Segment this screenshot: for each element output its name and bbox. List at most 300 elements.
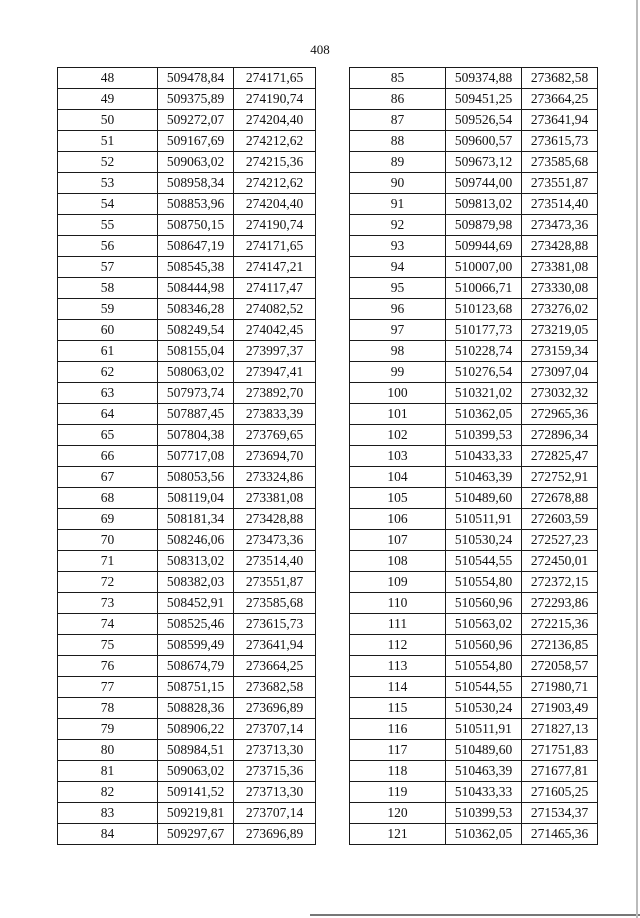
y-coordinate-cell: 273707,14 <box>234 803 316 824</box>
table-row <box>58 257 316 278</box>
y-coordinate-cell: 273694,70 <box>234 446 316 467</box>
y-coordinate-cell: 273324,86 <box>234 467 316 488</box>
y-coordinate-cell: 273551,87 <box>522 173 598 194</box>
table-row <box>58 110 316 131</box>
x-coordinate-cell: 508444,98 <box>158 278 234 299</box>
point-number-cell: 109 <box>350 572 446 593</box>
point-number-cell: 76 <box>58 656 158 677</box>
point-number-cell: 51 <box>58 131 158 152</box>
x-coordinate-cell: 508119,04 <box>158 488 234 509</box>
y-coordinate-cell: 272215,36 <box>522 614 598 635</box>
table-row <box>350 110 598 131</box>
table-row <box>350 152 598 173</box>
point-number-cell: 110 <box>350 593 446 614</box>
point-number-cell: 61 <box>58 341 158 362</box>
point-number-cell: 72 <box>58 572 158 593</box>
y-coordinate-cell: 271751,83 <box>522 740 598 761</box>
y-coordinate-cell: 273769,65 <box>234 425 316 446</box>
y-coordinate-cell: 273381,08 <box>234 488 316 509</box>
point-number-cell: 90 <box>350 173 446 194</box>
table-row <box>58 488 316 509</box>
x-coordinate-cell: 510399,53 <box>446 803 522 824</box>
point-number-cell: 115 <box>350 698 446 719</box>
point-number-cell: 108 <box>350 551 446 572</box>
table-row <box>350 572 598 593</box>
y-coordinate-cell: 271903,49 <box>522 698 598 719</box>
y-coordinate-cell: 273682,58 <box>234 677 316 698</box>
point-number-cell: 114 <box>350 677 446 698</box>
y-coordinate-cell: 273997,37 <box>234 341 316 362</box>
table-row <box>350 215 598 236</box>
y-coordinate-cell: 274204,40 <box>234 194 316 215</box>
table-row <box>58 341 316 362</box>
point-number-cell: 63 <box>58 383 158 404</box>
point-number-cell: 74 <box>58 614 158 635</box>
point-number-cell: 83 <box>58 803 158 824</box>
x-coordinate-cell: 509478,84 <box>158 68 234 89</box>
table-row <box>58 320 316 341</box>
table-row <box>58 740 316 761</box>
table-row <box>58 551 316 572</box>
point-number-cell: 121 <box>350 824 446 845</box>
point-number-cell: 56 <box>58 236 158 257</box>
point-number-cell: 91 <box>350 194 446 215</box>
table-row <box>350 635 598 656</box>
point-number-cell: 95 <box>350 278 446 299</box>
point-number-cell: 54 <box>58 194 158 215</box>
point-number-cell: 48 <box>58 68 158 89</box>
x-coordinate-cell: 509744,00 <box>446 173 522 194</box>
table-row <box>58 719 316 740</box>
x-coordinate-cell: 510560,96 <box>446 635 522 656</box>
table-row <box>58 509 316 530</box>
x-coordinate-cell: 508958,34 <box>158 173 234 194</box>
y-coordinate-cell: 272896,34 <box>522 425 598 446</box>
x-coordinate-cell: 510228,74 <box>446 341 522 362</box>
x-coordinate-cell: 509879,98 <box>446 215 522 236</box>
table-row <box>58 299 316 320</box>
x-coordinate-cell: 509219,81 <box>158 803 234 824</box>
y-coordinate-cell: 272965,36 <box>522 404 598 425</box>
x-coordinate-cell: 509451,25 <box>446 89 522 110</box>
table-row <box>350 677 598 698</box>
table-row <box>350 320 598 341</box>
y-coordinate-cell: 274212,62 <box>234 173 316 194</box>
table-row <box>58 278 316 299</box>
y-coordinate-cell: 274171,65 <box>234 68 316 89</box>
x-coordinate-cell: 510560,96 <box>446 593 522 614</box>
y-coordinate-cell: 274117,47 <box>234 278 316 299</box>
y-coordinate-cell: 273696,89 <box>234 824 316 845</box>
x-coordinate-cell: 510463,39 <box>446 467 522 488</box>
point-number-cell: 62 <box>58 362 158 383</box>
x-coordinate-cell: 509673,12 <box>446 152 522 173</box>
point-number-cell: 65 <box>58 425 158 446</box>
page-bottom-edge <box>310 914 640 916</box>
table-row <box>58 467 316 488</box>
y-coordinate-cell: 273428,88 <box>522 236 598 257</box>
point-number-cell: 82 <box>58 782 158 803</box>
x-coordinate-cell: 508313,02 <box>158 551 234 572</box>
y-coordinate-cell: 272752,91 <box>522 467 598 488</box>
point-number-cell: 93 <box>350 236 446 257</box>
x-coordinate-cell: 510123,68 <box>446 299 522 320</box>
point-number-cell: 52 <box>58 152 158 173</box>
y-coordinate-cell: 271465,36 <box>522 824 598 845</box>
point-number-cell: 57 <box>58 257 158 278</box>
point-number-cell: 97 <box>350 320 446 341</box>
point-number-cell: 77 <box>58 677 158 698</box>
table-row <box>350 593 598 614</box>
point-number-cell: 98 <box>350 341 446 362</box>
y-coordinate-cell: 273715,36 <box>234 761 316 782</box>
point-number-cell: 75 <box>58 635 158 656</box>
coordinates-table-left-body <box>58 68 316 845</box>
y-coordinate-cell: 273585,68 <box>234 593 316 614</box>
table-row <box>58 824 316 845</box>
x-coordinate-cell: 509813,02 <box>446 194 522 215</box>
y-coordinate-cell: 272136,85 <box>522 635 598 656</box>
y-coordinate-cell: 274171,65 <box>234 236 316 257</box>
table-row <box>58 614 316 635</box>
x-coordinate-cell: 510177,73 <box>446 320 522 341</box>
y-coordinate-cell: 273032,32 <box>522 383 598 404</box>
y-coordinate-cell: 273641,94 <box>522 110 598 131</box>
x-coordinate-cell: 510530,24 <box>446 698 522 719</box>
y-coordinate-cell: 273664,25 <box>522 89 598 110</box>
x-coordinate-cell: 508751,15 <box>158 677 234 698</box>
x-coordinate-cell: 508249,54 <box>158 320 234 341</box>
y-coordinate-cell: 273514,40 <box>522 194 598 215</box>
x-coordinate-cell: 510554,80 <box>446 656 522 677</box>
point-number-cell: 113 <box>350 656 446 677</box>
coordinates-table-right <box>349 67 598 845</box>
x-coordinate-cell: 509526,54 <box>446 110 522 131</box>
x-coordinate-cell: 507973,74 <box>158 383 234 404</box>
point-number-cell: 70 <box>58 530 158 551</box>
y-coordinate-cell: 271605,25 <box>522 782 598 803</box>
x-coordinate-cell: 510321,02 <box>446 383 522 404</box>
x-coordinate-cell: 508181,34 <box>158 509 234 530</box>
x-coordinate-cell: 510362,05 <box>446 824 522 845</box>
y-coordinate-cell: 272058,57 <box>522 656 598 677</box>
table-row <box>350 299 598 320</box>
x-coordinate-cell: 509063,02 <box>158 152 234 173</box>
table-row <box>350 740 598 761</box>
y-coordinate-cell: 274212,62 <box>234 131 316 152</box>
table-row <box>350 383 598 404</box>
x-coordinate-cell: 510276,54 <box>446 362 522 383</box>
table-row <box>350 719 598 740</box>
table-row <box>350 467 598 488</box>
x-coordinate-cell: 508525,46 <box>158 614 234 635</box>
x-coordinate-cell: 510489,60 <box>446 488 522 509</box>
table-row <box>58 215 316 236</box>
point-number-cell: 100 <box>350 383 446 404</box>
table-row <box>58 698 316 719</box>
table-row <box>350 803 598 824</box>
y-coordinate-cell: 273330,08 <box>522 278 598 299</box>
y-coordinate-cell: 274082,52 <box>234 299 316 320</box>
y-coordinate-cell: 272527,23 <box>522 530 598 551</box>
point-number-cell: 117 <box>350 740 446 761</box>
x-coordinate-cell: 510511,91 <box>446 509 522 530</box>
table-row <box>58 236 316 257</box>
y-coordinate-cell: 273381,08 <box>522 257 598 278</box>
table-row <box>350 425 598 446</box>
point-number-cell: 94 <box>350 257 446 278</box>
point-number-cell: 99 <box>350 362 446 383</box>
x-coordinate-cell: 508246,06 <box>158 530 234 551</box>
table-row <box>350 824 598 845</box>
table-row <box>58 530 316 551</box>
x-coordinate-cell: 508984,51 <box>158 740 234 761</box>
x-coordinate-cell: 507717,08 <box>158 446 234 467</box>
y-coordinate-cell: 273551,87 <box>234 572 316 593</box>
point-number-cell: 67 <box>58 467 158 488</box>
y-coordinate-cell: 272450,01 <box>522 551 598 572</box>
table-row <box>350 131 598 152</box>
table-row <box>350 656 598 677</box>
y-coordinate-cell: 272678,88 <box>522 488 598 509</box>
point-number-cell: 101 <box>350 404 446 425</box>
y-coordinate-cell: 273514,40 <box>234 551 316 572</box>
table-row <box>58 593 316 614</box>
table-row <box>350 446 598 467</box>
table-row <box>350 341 598 362</box>
table-row <box>350 551 598 572</box>
point-number-cell: 59 <box>58 299 158 320</box>
table-row <box>58 173 316 194</box>
x-coordinate-cell: 508155,04 <box>158 341 234 362</box>
table-row <box>58 152 316 173</box>
y-coordinate-cell: 274215,36 <box>234 152 316 173</box>
x-coordinate-cell: 510007,00 <box>446 257 522 278</box>
y-coordinate-cell: 273696,89 <box>234 698 316 719</box>
y-coordinate-cell: 271980,71 <box>522 677 598 698</box>
y-coordinate-cell: 274204,40 <box>234 110 316 131</box>
y-coordinate-cell: 271827,13 <box>522 719 598 740</box>
point-number-cell: 118 <box>350 761 446 782</box>
table-row <box>58 572 316 593</box>
y-coordinate-cell: 273276,02 <box>522 299 598 320</box>
point-number-cell: 66 <box>58 446 158 467</box>
y-coordinate-cell: 274042,45 <box>234 320 316 341</box>
y-coordinate-cell: 273713,30 <box>234 782 316 803</box>
y-coordinate-cell: 272603,59 <box>522 509 598 530</box>
table-row <box>58 68 316 89</box>
x-coordinate-cell: 510433,33 <box>446 446 522 467</box>
point-number-cell: 119 <box>350 782 446 803</box>
y-coordinate-cell: 273473,36 <box>522 215 598 236</box>
x-coordinate-cell: 508063,02 <box>158 362 234 383</box>
x-coordinate-cell: 508452,91 <box>158 593 234 614</box>
point-number-cell: 120 <box>350 803 446 824</box>
point-number-cell: 55 <box>58 215 158 236</box>
x-coordinate-cell: 509600,57 <box>446 131 522 152</box>
y-coordinate-cell: 273713,30 <box>234 740 316 761</box>
x-coordinate-cell: 509141,52 <box>158 782 234 803</box>
x-coordinate-cell: 508828,36 <box>158 698 234 719</box>
table-row <box>58 446 316 467</box>
point-number-cell: 104 <box>350 467 446 488</box>
x-coordinate-cell: 508647,19 <box>158 236 234 257</box>
y-coordinate-cell: 272825,47 <box>522 446 598 467</box>
x-coordinate-cell: 510362,05 <box>446 404 522 425</box>
x-coordinate-cell: 508599,49 <box>158 635 234 656</box>
x-coordinate-cell: 508382,03 <box>158 572 234 593</box>
x-coordinate-cell: 509297,67 <box>158 824 234 845</box>
table-row <box>350 761 598 782</box>
point-number-cell: 50 <box>58 110 158 131</box>
y-coordinate-cell: 273947,41 <box>234 362 316 383</box>
table-row <box>58 803 316 824</box>
x-coordinate-cell: 509944,69 <box>446 236 522 257</box>
table-row <box>58 131 316 152</box>
point-number-cell: 58 <box>58 278 158 299</box>
y-coordinate-cell: 273428,88 <box>234 509 316 530</box>
x-coordinate-cell: 509167,69 <box>158 131 234 152</box>
point-number-cell: 112 <box>350 635 446 656</box>
y-coordinate-cell: 273159,34 <box>522 341 598 362</box>
x-coordinate-cell: 510489,60 <box>446 740 522 761</box>
x-coordinate-cell: 508750,15 <box>158 215 234 236</box>
point-number-cell: 81 <box>58 761 158 782</box>
x-coordinate-cell: 510066,71 <box>446 278 522 299</box>
x-coordinate-cell: 508346,28 <box>158 299 234 320</box>
point-number-cell: 64 <box>58 404 158 425</box>
table-row <box>350 236 598 257</box>
table-row <box>58 635 316 656</box>
x-coordinate-cell: 510433,33 <box>446 782 522 803</box>
y-coordinate-cell: 274190,74 <box>234 89 316 110</box>
point-number-cell: 102 <box>350 425 446 446</box>
x-coordinate-cell: 510463,39 <box>446 761 522 782</box>
page-number: 408 <box>310 42 330 57</box>
point-number-cell: 103 <box>350 446 446 467</box>
x-coordinate-cell: 508053,56 <box>158 467 234 488</box>
table-row <box>350 488 598 509</box>
table-row <box>350 68 598 89</box>
table-row <box>58 362 316 383</box>
table-row <box>58 782 316 803</box>
y-coordinate-cell: 273707,14 <box>234 719 316 740</box>
table-row <box>58 404 316 425</box>
point-number-cell: 92 <box>350 215 446 236</box>
point-number-cell: 68 <box>58 488 158 509</box>
x-coordinate-cell: 508545,38 <box>158 257 234 278</box>
table-row <box>350 509 598 530</box>
x-coordinate-cell: 510554,80 <box>446 572 522 593</box>
y-coordinate-cell: 274147,21 <box>234 257 316 278</box>
y-coordinate-cell: 273615,73 <box>234 614 316 635</box>
point-number-cell: 87 <box>350 110 446 131</box>
point-number-cell: 53 <box>58 173 158 194</box>
x-coordinate-cell: 509374,88 <box>446 68 522 89</box>
table-row <box>350 530 598 551</box>
table-row <box>58 425 316 446</box>
x-coordinate-cell: 510544,55 <box>446 551 522 572</box>
y-coordinate-cell: 272372,15 <box>522 572 598 593</box>
x-coordinate-cell: 507804,38 <box>158 425 234 446</box>
table-row <box>350 278 598 299</box>
point-number-cell: 106 <box>350 509 446 530</box>
x-coordinate-cell: 510544,55 <box>446 677 522 698</box>
point-number-cell: 96 <box>350 299 446 320</box>
table-row <box>350 698 598 719</box>
table-row <box>350 257 598 278</box>
x-coordinate-cell: 509272,07 <box>158 110 234 131</box>
table-row <box>350 173 598 194</box>
point-number-cell: 85 <box>350 68 446 89</box>
point-number-cell: 89 <box>350 152 446 173</box>
page-right-edge <box>636 0 638 918</box>
y-coordinate-cell: 271534,37 <box>522 803 598 824</box>
table-row <box>58 194 316 215</box>
y-coordinate-cell: 273664,25 <box>234 656 316 677</box>
point-number-cell: 79 <box>58 719 158 740</box>
point-number-cell: 71 <box>58 551 158 572</box>
y-coordinate-cell: 273219,05 <box>522 320 598 341</box>
table-row <box>350 782 598 803</box>
point-number-cell: 111 <box>350 614 446 635</box>
y-coordinate-cell: 273641,94 <box>234 635 316 656</box>
x-coordinate-cell: 510399,53 <box>446 425 522 446</box>
table-row <box>58 383 316 404</box>
x-coordinate-cell: 510530,24 <box>446 530 522 551</box>
table-row <box>58 89 316 110</box>
y-coordinate-cell: 273682,58 <box>522 68 598 89</box>
x-coordinate-cell: 508674,79 <box>158 656 234 677</box>
point-number-cell: 78 <box>58 698 158 719</box>
y-coordinate-cell: 273892,70 <box>234 383 316 404</box>
y-coordinate-cell: 273615,73 <box>522 131 598 152</box>
table-row <box>350 614 598 635</box>
table-row <box>350 362 598 383</box>
table-row <box>58 656 316 677</box>
table-row <box>350 404 598 425</box>
point-number-cell: 84 <box>58 824 158 845</box>
y-coordinate-cell: 273833,39 <box>234 404 316 425</box>
point-number-cell: 116 <box>350 719 446 740</box>
table-row <box>350 89 598 110</box>
point-number-cell: 105 <box>350 488 446 509</box>
y-coordinate-cell: 273473,36 <box>234 530 316 551</box>
y-coordinate-cell: 272293,86 <box>522 593 598 614</box>
y-coordinate-cell: 273097,04 <box>522 362 598 383</box>
table-row <box>58 761 316 782</box>
point-number-cell: 49 <box>58 89 158 110</box>
point-number-cell: 88 <box>350 131 446 152</box>
coordinates-table-left <box>57 67 316 845</box>
x-coordinate-cell: 510563,02 <box>446 614 522 635</box>
point-number-cell: 73 <box>58 593 158 614</box>
x-coordinate-cell: 507887,45 <box>158 404 234 425</box>
y-coordinate-cell: 274190,74 <box>234 215 316 236</box>
x-coordinate-cell: 509063,02 <box>158 761 234 782</box>
coordinates-table-right-body <box>350 68 598 845</box>
point-number-cell: 80 <box>58 740 158 761</box>
x-coordinate-cell: 508906,22 <box>158 719 234 740</box>
point-number-cell: 86 <box>350 89 446 110</box>
y-coordinate-cell: 273585,68 <box>522 152 598 173</box>
table-row <box>350 194 598 215</box>
point-number-cell: 60 <box>58 320 158 341</box>
x-coordinate-cell: 509375,89 <box>158 89 234 110</box>
table-row <box>58 677 316 698</box>
point-number-cell: 107 <box>350 530 446 551</box>
x-coordinate-cell: 510511,91 <box>446 719 522 740</box>
